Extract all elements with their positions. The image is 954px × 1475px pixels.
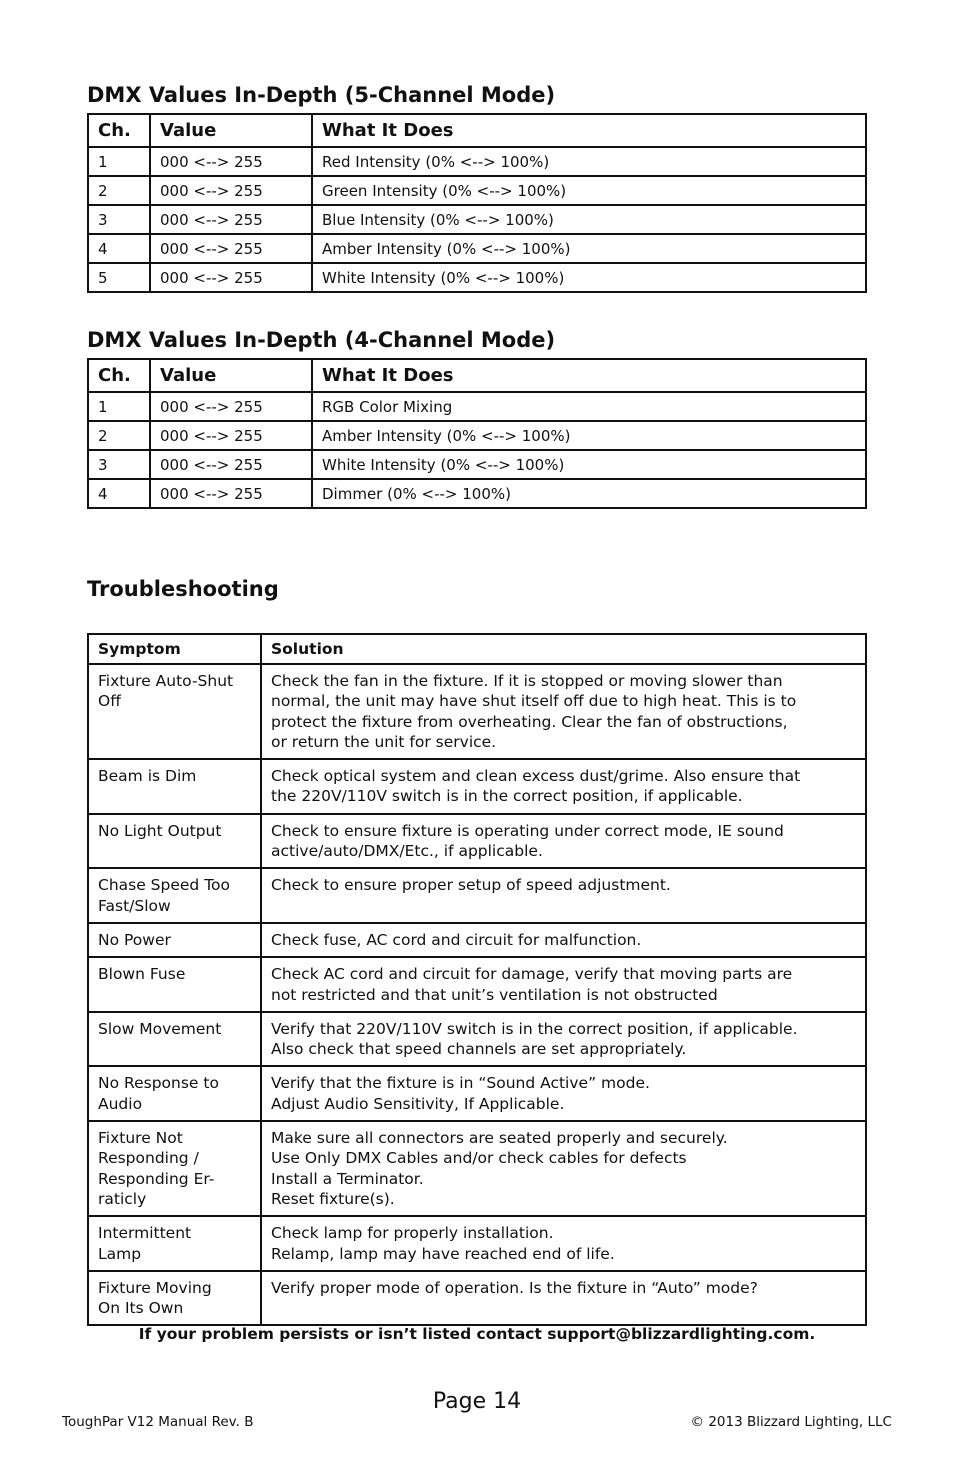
table-row xyxy=(88,392,866,421)
symptom-cell: Beam is Dim xyxy=(88,759,261,814)
value-cell: 000 <--> 255 xyxy=(150,234,312,263)
table-row xyxy=(88,664,866,759)
symptom-cell: Slow Movement xyxy=(88,1012,261,1067)
solution-cell: Check optical system and clean excess dust/grime. Also ensure that the 220V/110V switch is in the correct position, if applicable. xyxy=(261,759,866,814)
page-number: Page 14 xyxy=(432,1389,522,1414)
support-note: If your problem persists or isn’t listed contact support@blizzardlighting.com. xyxy=(138,1325,816,1343)
function-cell: Amber Intensity (0% <--> 100%) xyxy=(312,421,866,450)
dmx5-title: DMX Values In-Depth (5-Channel Mode) xyxy=(87,83,556,107)
table-row xyxy=(88,1012,866,1067)
solution-cell: Make sure all connectors are seated properly and securely. Use Only DMX Cables and/or check cables for defects Install a Terminator. Reset fixture(s). xyxy=(261,1121,866,1216)
channel-cell: 2 xyxy=(88,421,150,450)
table-row xyxy=(88,759,866,814)
channel-cell: 3 xyxy=(88,450,150,479)
table-row xyxy=(88,923,866,957)
value-cell: 000 <--> 255 xyxy=(150,205,312,234)
function-cell: Green Intensity (0% <--> 100%) xyxy=(312,176,866,205)
table-row xyxy=(88,814,866,869)
column-header: Symptom xyxy=(88,634,261,664)
channel-cell: 4 xyxy=(88,234,150,263)
value-cell: 000 <--> 255 xyxy=(150,421,312,450)
channel-cell: 1 xyxy=(88,392,150,421)
table-row xyxy=(88,1216,866,1271)
column-header: What It Does xyxy=(312,114,866,147)
troubleshooting-header-row xyxy=(88,634,866,664)
solution-cell: Verify that the fixture is in “Sound Active” mode. Adjust Audio Sensitivity, If Applicable. xyxy=(261,1066,866,1121)
table-row xyxy=(88,421,866,450)
solution-cell: Check the fan in the fixture. If it is stopped or moving slower than normal, the unit may have shut itself off due to high heat. This is to protect the fixture from overheating. Clear the fan of obstructions, or return the unit for service. xyxy=(261,664,866,759)
solution-cell: Verify that 220V/110V switch is in the correct position, if applicable. Also check that speed channels are set appropriately. xyxy=(261,1012,866,1067)
table-row xyxy=(88,176,866,205)
table-row xyxy=(88,147,866,176)
channel-cell: 1 xyxy=(88,147,150,176)
solution-cell: Check to ensure proper setup of speed adjustment. xyxy=(261,868,866,923)
table-row xyxy=(88,263,866,292)
column-header: Ch. xyxy=(88,359,150,392)
function-cell: Blue Intensity (0% <--> 100%) xyxy=(312,205,866,234)
function-cell: Amber Intensity (0% <--> 100%) xyxy=(312,234,866,263)
channel-cell: 3 xyxy=(88,205,150,234)
function-cell: RGB Color Mixing xyxy=(312,392,866,421)
function-cell: White Intensity (0% <--> 100%) xyxy=(312,450,866,479)
table-row xyxy=(88,1271,866,1326)
table-row xyxy=(88,205,866,234)
symptom-cell: Fixture Moving On Its Own xyxy=(88,1271,261,1326)
dmx4-table xyxy=(87,358,867,509)
dmx4-title: DMX Values In-Depth (4-Channel Mode) xyxy=(87,328,556,352)
symptom-cell: Blown Fuse xyxy=(88,957,261,1012)
symptom-cell: No Power xyxy=(88,923,261,957)
footer-left: ToughPar V12 Manual Rev. B xyxy=(62,1414,254,1430)
value-cell: 000 <--> 255 xyxy=(150,176,312,205)
troubleshooting-title: Troubleshooting xyxy=(87,577,279,601)
symptom-cell: Fixture Not Responding / Responding Er- raticly xyxy=(88,1121,261,1216)
solution-cell: Verify proper mode of operation. Is the fixture in “Auto” mode? xyxy=(261,1271,866,1326)
value-cell: 000 <--> 255 xyxy=(150,147,312,176)
column-header: What It Does xyxy=(312,359,866,392)
table-row xyxy=(88,234,866,263)
dmx5-header-row xyxy=(88,114,866,147)
table-row xyxy=(88,957,866,1012)
table-row xyxy=(88,479,866,508)
symptom-cell: Intermittent Lamp xyxy=(88,1216,261,1271)
column-header: Ch. xyxy=(88,114,150,147)
troubleshooting-table xyxy=(87,633,867,1326)
symptom-cell: Chase Speed Too Fast/Slow xyxy=(88,868,261,923)
channel-cell: 5 xyxy=(88,263,150,292)
table-row xyxy=(88,1121,866,1216)
footer-right: © 2013 Blizzard Lighting, LLC xyxy=(690,1414,892,1430)
table-row xyxy=(88,450,866,479)
channel-cell: 2 xyxy=(88,176,150,205)
value-cell: 000 <--> 255 xyxy=(150,450,312,479)
symptom-cell: Fixture Auto-Shut Off xyxy=(88,664,261,759)
table-row xyxy=(88,868,866,923)
column-header: Solution xyxy=(261,634,866,664)
symptom-cell: No Response to Audio xyxy=(88,1066,261,1121)
solution-cell: Check AC cord and circuit for damage, verify that moving parts are not restricted and that unit’s ventilation is not obstructed xyxy=(261,957,866,1012)
solution-cell: Check fuse, AC cord and circuit for malfunction. xyxy=(261,923,866,957)
column-header: Value xyxy=(150,114,312,147)
value-cell: 000 <--> 255 xyxy=(150,263,312,292)
table-row xyxy=(88,1066,866,1121)
value-cell: 000 <--> 255 xyxy=(150,392,312,421)
dmx5-table xyxy=(87,113,867,293)
column-header: Value xyxy=(150,359,312,392)
solution-cell: Check lamp for properly installation. Relamp, lamp may have reached end of life. xyxy=(261,1216,866,1271)
function-cell: White Intensity (0% <--> 100%) xyxy=(312,263,866,292)
channel-cell: 4 xyxy=(88,479,150,508)
symptom-cell: No Light Output xyxy=(88,814,261,869)
function-cell: Dimmer (0% <--> 100%) xyxy=(312,479,866,508)
solution-cell: Check to ensure fixture is operating under correct mode, IE sound active/auto/DMX/Etc., if applicable. xyxy=(261,814,866,869)
dmx4-header-row xyxy=(88,359,866,392)
value-cell: 000 <--> 255 xyxy=(150,479,312,508)
function-cell: Red Intensity (0% <--> 100%) xyxy=(312,147,866,176)
